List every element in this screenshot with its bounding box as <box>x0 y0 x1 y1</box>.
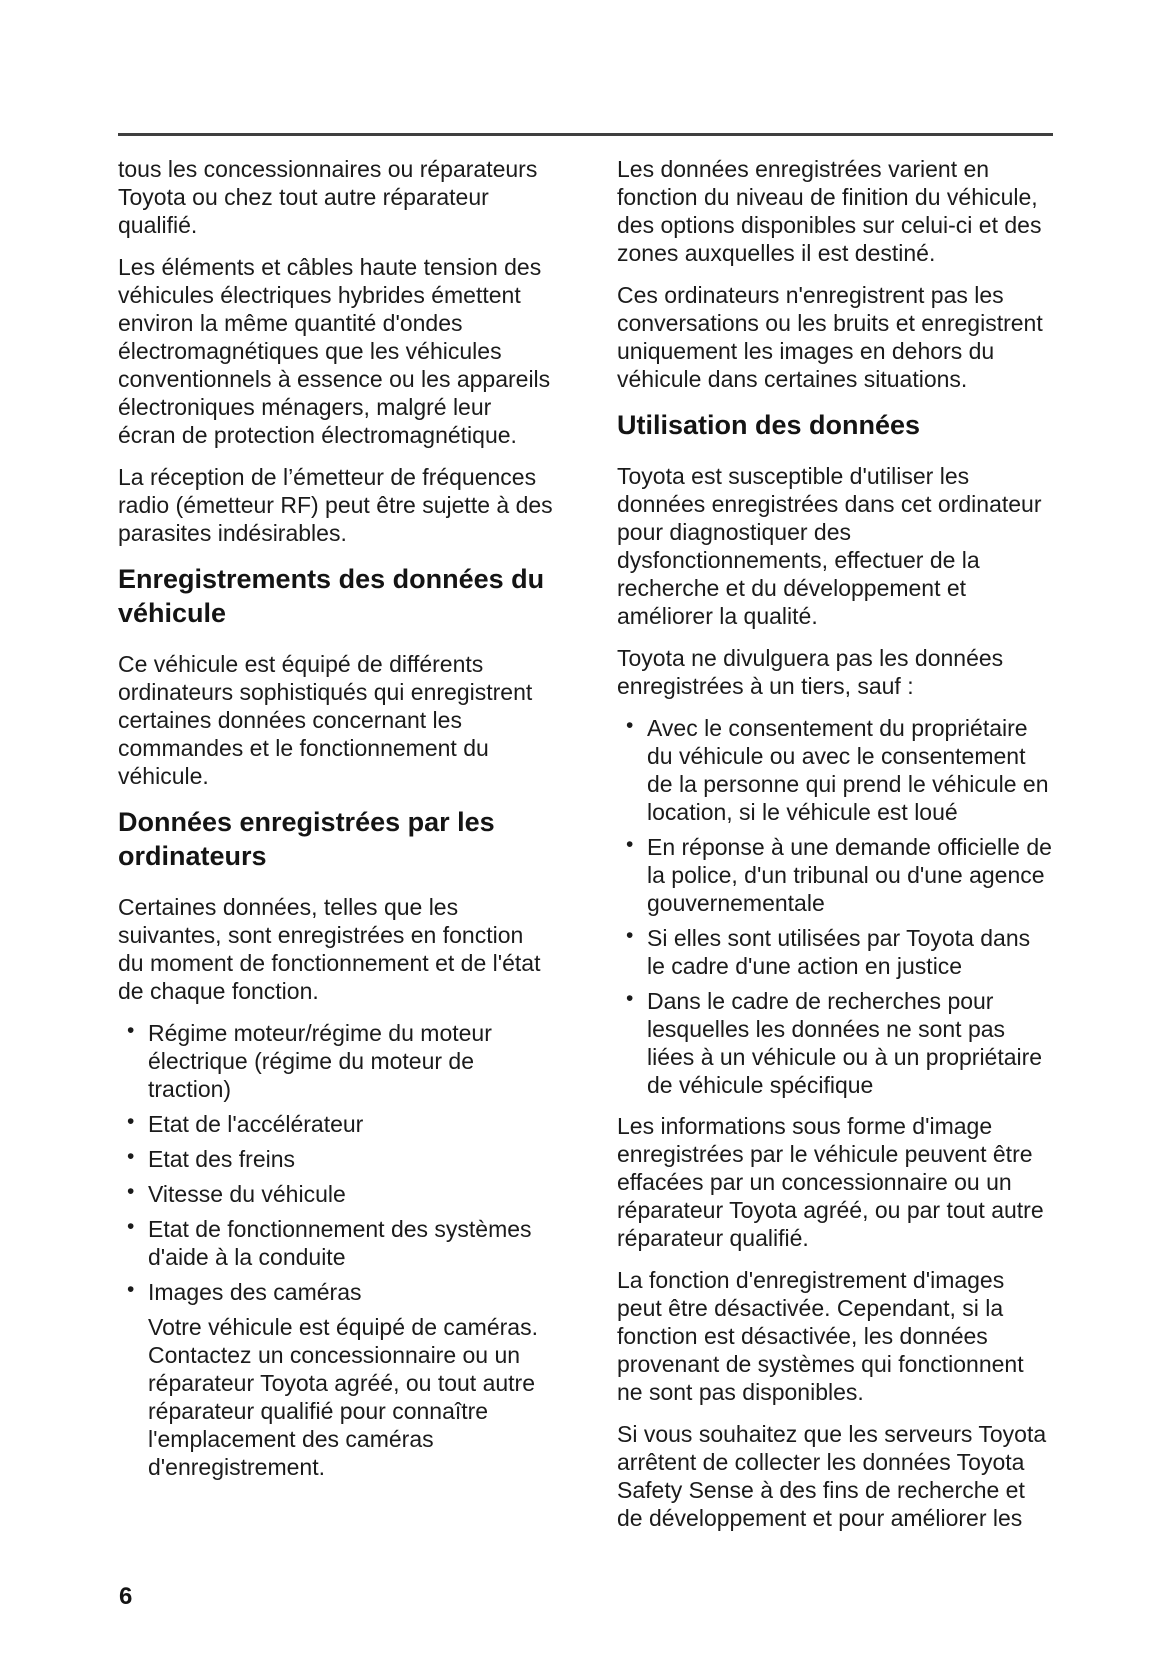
list-item-text: Etat de fonctionnement des systèmes d'aide à la conduite <box>148 1216 532 1270</box>
heading-vehicle-data-records: Enregistrements des données du véhicule <box>118 564 545 628</box>
paragraph-toyota-may-use: Toyota est susceptible d'utiliser les données enregistrées dans cet ordinateur pour diagnostiquer des dysfonctionnements, effectuer de la recherche et du développement et améliorer la qualité. <box>617 463 1042 629</box>
paragraph-data-vary: Les données enregistrées varient en fonction du niveau de finition du véhicule, des options disponibles sur celui-ci et des zones auxquelles il est destiné. <box>617 156 1042 266</box>
left-column <box>118 155 554 1546</box>
list-item-text: Dans le cadre de recherches pour lesquelles les données ne sont pas liées à un véhicule ou à un propriétaire de véhicule spécifique <box>647 988 1043 1098</box>
list-item-text: Etat des freins <box>148 1146 296 1172</box>
paragraph-images-erased: Les informations sous forme d'image enregistrées par le véhicule peuvent être effacées par un concessionnaire ou un réparateur Toyota agréé, ou par tout autre réparateur qualifié. <box>617 1113 1044 1251</box>
recorded-data-list <box>118 1019 554 1306</box>
right-column <box>617 155 1053 1546</box>
list-item <box>118 1019 554 1103</box>
heading-data-recorded-by-computers: Données enregistrées par les ordinateurs <box>118 807 495 871</box>
bullet-icon: • <box>626 924 634 947</box>
bullet-icon: • <box>127 1110 135 1133</box>
paragraph-no-conversations: Ces ordinateurs n'enregistrent pas les conversations ou les bruits et enregistrent uniquement les images en dehors du véhicule dans certaines situations. <box>617 282 1043 392</box>
list-item <box>617 714 1053 826</box>
paragraph-toyota-servers: Si vous souhaitez que les serveurs Toyota arrêtent de collecter les données Toyota Safety Sense à des fins de recherche et de développement et pour améliorer les <box>617 1421 1047 1531</box>
list-item-text: Vitesse du véhicule <box>148 1181 346 1207</box>
heading-data-usage: Utilisation des données <box>617 410 921 440</box>
bullet-icon: • <box>127 1019 135 1042</box>
list-item <box>118 1215 554 1271</box>
header-rule <box>118 133 1053 136</box>
page-content <box>118 155 1053 1546</box>
bullet-icon: • <box>127 1278 135 1301</box>
paragraph-function-disabled: La fonction d'enregistrement d'images peut être désactivée. Cependant, si la fonction est désactivée, les données provenant de systèmes qui fonctionnent ne sont pas disponibles. <box>617 1267 1024 1405</box>
list-item <box>617 833 1053 917</box>
paragraph-certain-data: Certaines données, telles que les suivantes, sont enregistrées en fonction du moment de fonctionnement et de l'état de chaque fonction. <box>118 894 541 1004</box>
paragraph-high-voltage: Les éléments et câbles haute tension des véhicules électriques hybrides émettent environ la même quantité d'ondes électromagnétiques que les véhicules conventionnels à essence ou les appareils électroniques ménagers, malgré leur écran de protection électromagnétique. <box>118 254 551 448</box>
list-item <box>617 987 1053 1099</box>
list-item <box>617 924 1053 980</box>
paragraph-no-disclosure: Toyota ne divulguera pas les données enregistrées à un tiers, sauf : <box>617 645 1004 699</box>
bullet-icon: • <box>626 714 634 737</box>
camera-note: Votre véhicule est équipé de caméras. Contactez un concessionnaire ou un réparateur Toyota agréé, ou tout autre réparateur qualifié pour connaître l'emplacement des caméras d'enregistrement. <box>148 1314 538 1480</box>
bullet-icon: • <box>626 833 634 856</box>
list-item-text: Régime moteur/régime du moteur électrique (régime du moteur de traction) <box>148 1020 492 1102</box>
list-item <box>118 1278 554 1306</box>
list-item-text: En réponse à une demande officielle de la police, d'un tribunal ou d'une agence gouvernementale <box>647 834 1052 916</box>
list-item-text: Etat de l'accélérateur <box>148 1111 364 1137</box>
list-item-text: Avec le consentement du propriétaire du véhicule ou avec le consentement de la personne qui prend le véhicule en location, si le véhicule est loué <box>647 715 1049 825</box>
list-item <box>118 1180 554 1208</box>
bullet-icon: • <box>127 1145 135 1168</box>
paragraph-equipped-computers: Ce véhicule est équipé de différents ordinateurs sophistiqués qui enregistrent certaines données concernant les commandes et le fonctionnement du véhicule. <box>118 651 533 789</box>
bullet-icon: • <box>626 987 634 1010</box>
disclosure-exceptions-list <box>617 714 1053 1099</box>
paragraph-intro: tous les concessionnaires ou réparateurs Toyota ou chez tout autre réparateur qualifié. <box>118 156 538 238</box>
page-number: 6 <box>119 1583 133 1610</box>
paragraph-rf-reception: La réception de l’émetteur de fréquences radio (émetteur RF) peut être sujette à des parasites indésirables. <box>118 464 553 546</box>
list-item-text: Images des caméras <box>148 1279 362 1305</box>
list-item <box>118 1110 554 1138</box>
bullet-icon: • <box>127 1180 135 1203</box>
list-item-text: Si elles sont utilisées par Toyota dans le cadre d'une action en justice <box>647 925 1031 979</box>
list-item <box>118 1145 554 1173</box>
bullet-icon: • <box>127 1215 135 1238</box>
